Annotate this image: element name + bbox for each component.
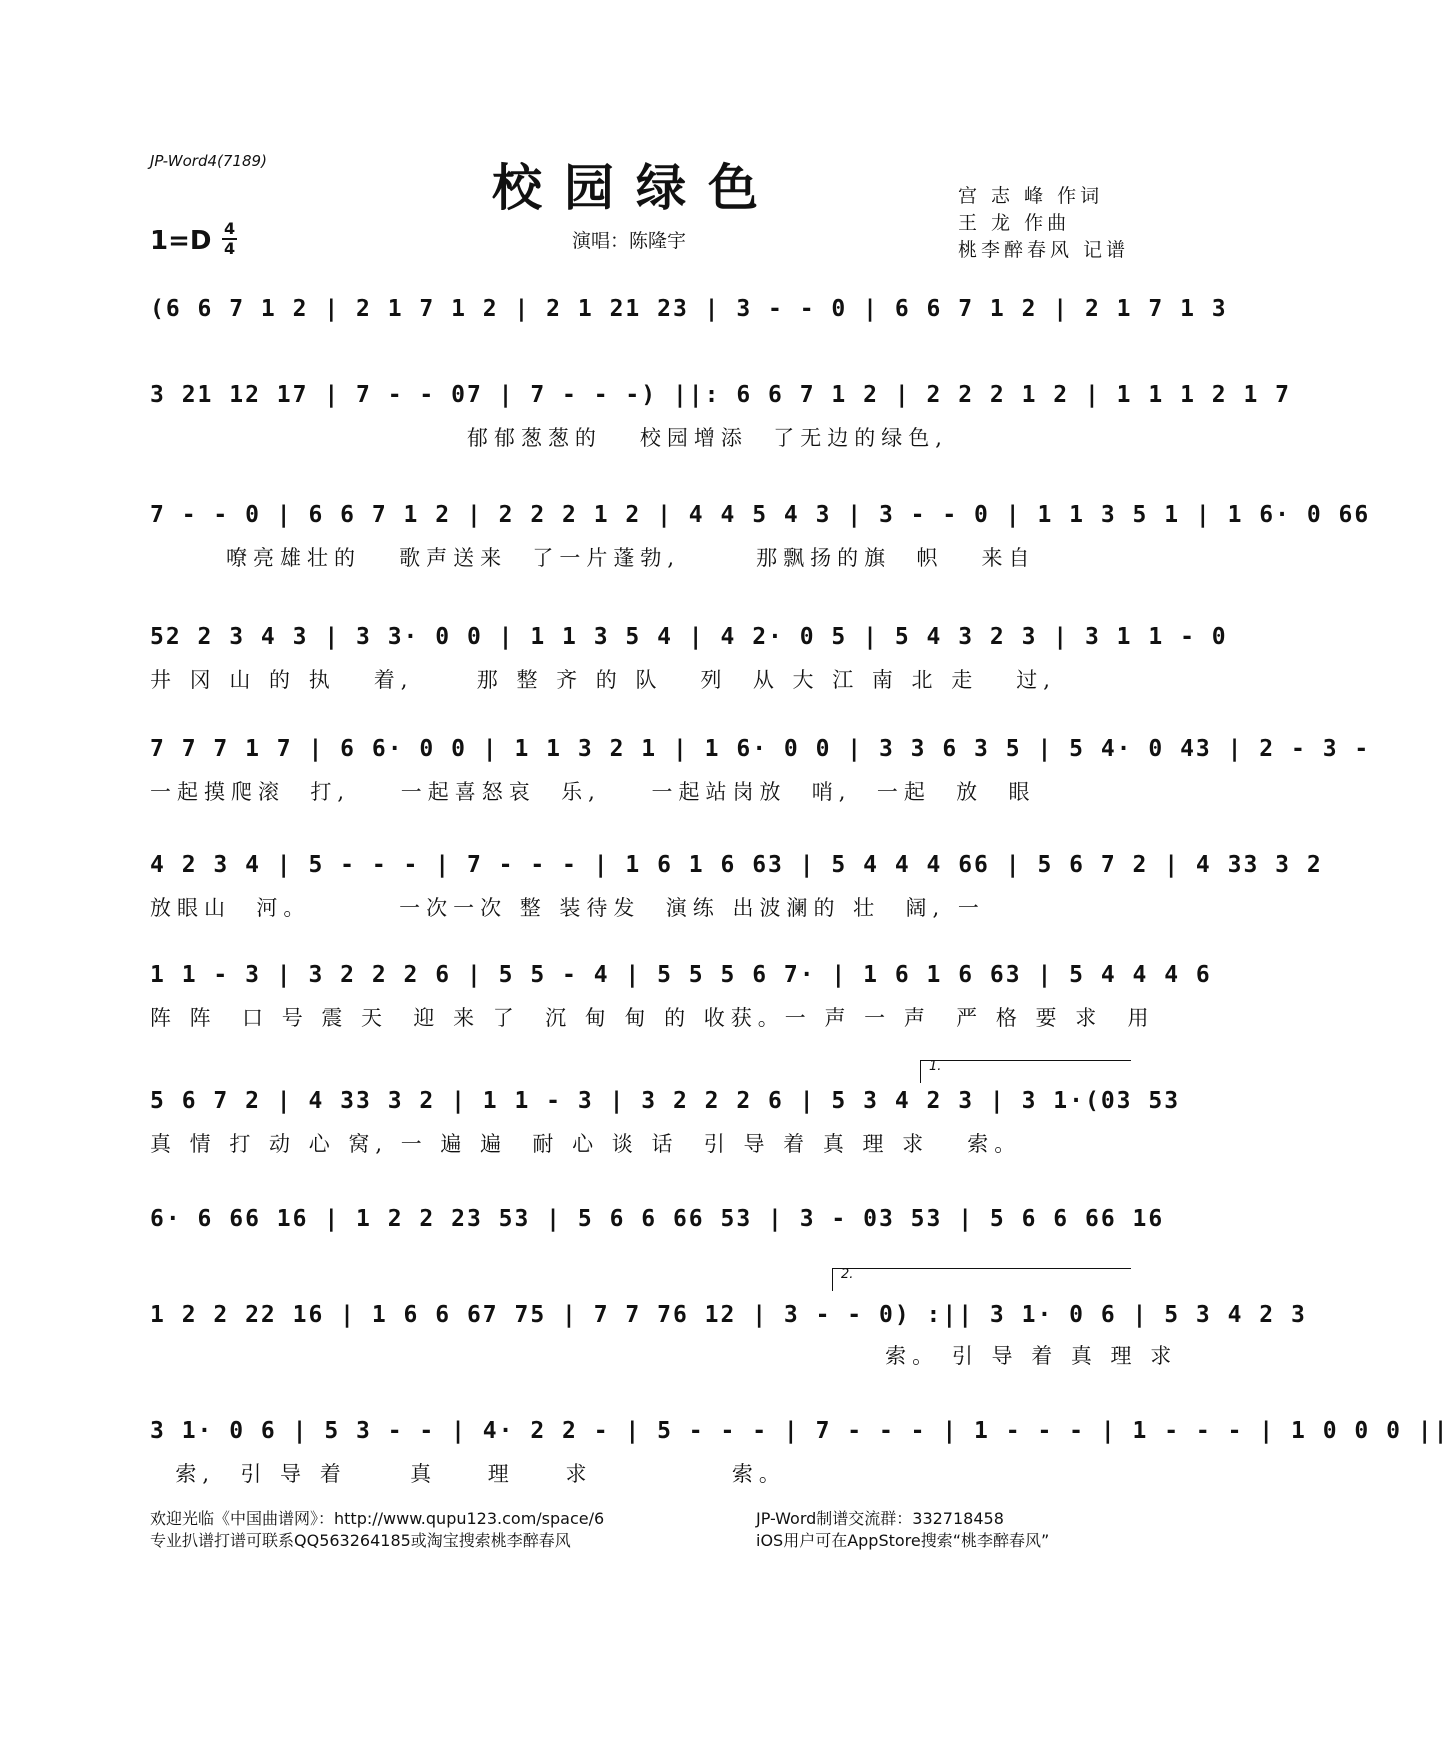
lyric-row-2: 郁郁葱葱的 校园增添 了无边的绿色, [150, 426, 948, 450]
software-label: JP-Word4(7189) [150, 152, 267, 170]
lyric-row-7: 阵 阵 口 号 震 天 迎 来 了 沉 甸 甸 的 收获。一 声 一 声 严 格 要 求 用 [150, 1006, 1155, 1030]
score-row-10: 1 2 2 22 16 | 1 6 6 67 75 | 7 7 76 12 | 3 - - 0) :|| 3 1· 0 6 | 5 3 4 2 3 [150, 1302, 1307, 1328]
key-signature [150, 219, 236, 258]
score-row-11: 3 1· 0 6 | 5 3 - - | 4· 2 2 - | 5 - - - | 7 - - - | 1 - - - | 1 - - - | 1 0 0 0 || [150, 1418, 1449, 1444]
footer-site-link[interactable]: 欢迎光临《中国曲谱网》：http://www.qupu123.com/space/6 [150, 1509, 605, 1528]
transcriber-credit: 桃李醉春风 记谱 [958, 239, 1130, 261]
lyric-row-4: 井 冈 山 的 执 着, 那 整 齐 的 队 列 从 大 江 南 北 走 过, [150, 668, 1056, 692]
volta-2-label: 2. [841, 1267, 854, 1282]
score-row-6: 4 2 3 4 | 5 - - - | 7 - - - | 1 6 1 6 63 | 5 4 4 4 66 | 5 6 7 2 | 4 33 3 2 [150, 852, 1323, 878]
score-row-1: (6 6 7 1 2 | 2 1 7 1 2 | 2 1 21 23 | 3 - - 0 | 6 6 7 1 2 | 2 1 7 1 3 [150, 296, 1228, 322]
score-row-2: 3 21 12 17 | 7 - - 07 | 7 - - -) ||: 6 6 7 1 2 | 2 2 2 1 2 | 1 1 1 2 1 7 [150, 382, 1291, 408]
score-row-9: 6· 6 66 16 | 1 2 2 23 53 | 5 6 6 66 53 | 3 - 03 53 | 5 6 6 66 16 [150, 1206, 1165, 1232]
lyricist-credit: 宫 志 峰 作词 [958, 185, 1104, 207]
composer-credit: 王 龙 作曲 [958, 212, 1071, 234]
lyric-row-3: 嘹亮雄壮的 歌声送来 了一片蓬勃, 那飘扬的旗 帜 来自 [150, 546, 1036, 570]
time-bottom: 4 [224, 239, 236, 258]
footer-right [756, 1508, 1049, 1552]
volta-1 [920, 1060, 1131, 1083]
lyric-row-6: 放眼山 河。 一次一次 整 装待发 演练 出波澜的 壮 阔, 一 [150, 896, 985, 920]
footer-ios: iOS用户可在AppStore搜索“桃李醉春风” [756, 1531, 1050, 1550]
key-label: 1=D [150, 226, 212, 256]
score-row-8: 5 6 7 2 | 4 33 3 2 | 1 1 - 3 | 3 2 2 2 6 | 5 3 4 2 3 | 3 1·(03 53 [150, 1088, 1181, 1114]
song-title: 校园绿色 [492, 158, 780, 217]
footer-left [150, 1508, 604, 1552]
lyric-row-5: 一起摸爬滚 打, 一起喜怒哀 乐, 一起站岗放 哨, 一起 放 眼 [150, 780, 1036, 804]
credits [958, 183, 1129, 264]
time-top: 4 [224, 219, 236, 238]
footer-group: JP-Word制谱交流群：332718458 [756, 1509, 1004, 1528]
footer-contact: 专业扒谱打谱可联系QQ563264185或淘宝搜索桃李醉春风 [150, 1531, 571, 1550]
lyric-row-8: 真 情 打 动 心 窝, 一 遍 遍 耐 心 谈 话 引 导 着 真 理 求 索。 [150, 1132, 1022, 1156]
score-row-5: 7 7 7 1 7 | 6 6· 0 0 | 1 1 3 2 1 | 1 6· 0 0 | 3 3 6 3 5 | 5 4· 0 43 | 2 - 3 - [150, 736, 1371, 762]
lyric-row-10: 索。 引 导 着 真 理 求 [150, 1344, 1178, 1368]
lyric-row-11: 索, 引 导 着 真 理 求 索。 [150, 1462, 786, 1486]
score-row-3: 7 - - 0 | 6 6 7 1 2 | 2 2 2 1 2 | 4 4 5 4 3 | 3 - - 0 | 1 1 3 5 1 | 1 6· 0 66 [150, 502, 1371, 528]
volta-1-label: 1. [929, 1059, 942, 1074]
score-row-7: 1 1 - 3 | 3 2 2 2 6 | 5 5 - 4 | 5 5 5 6 7· | 1 6 1 6 63 | 5 4 4 4 6 [150, 962, 1212, 988]
score-row-4: 52 2 3 4 3 | 3 3· 0 0 | 1 1 3 5 4 | 4 2· 0 5 | 5 4 3 2 3 | 3 1 1 - 0 [150, 624, 1228, 650]
time-signature [222, 220, 237, 258]
volta-2 [832, 1268, 1131, 1291]
singer-credit: 演唱：陈隆宇 [572, 230, 687, 252]
